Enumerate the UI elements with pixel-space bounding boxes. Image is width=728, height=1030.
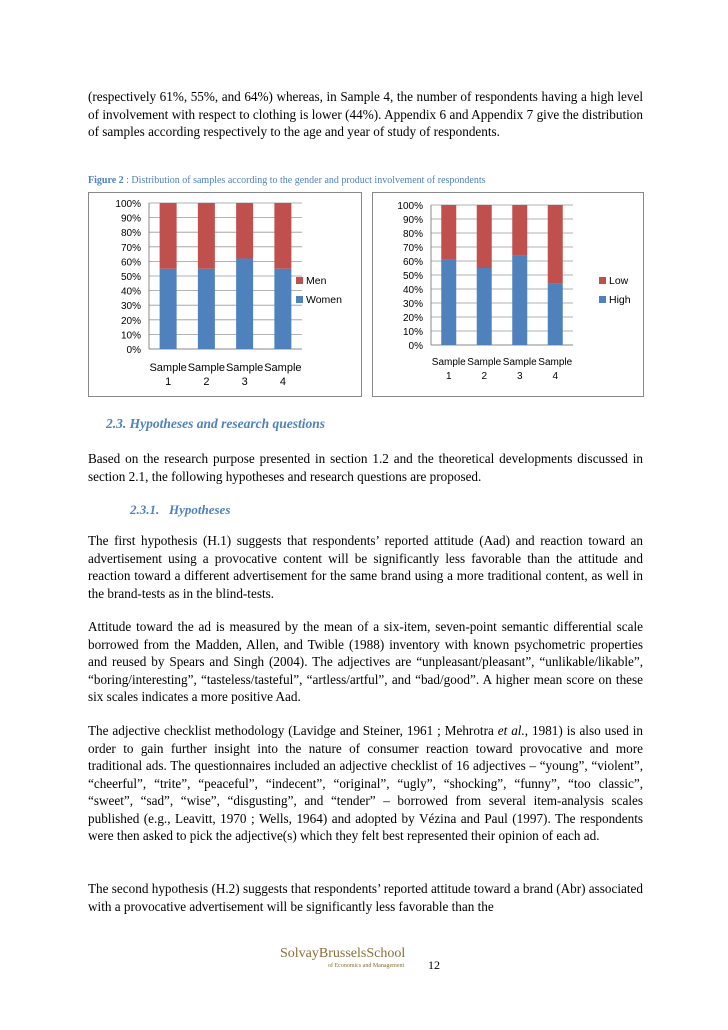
bar-low-2 [477, 205, 492, 268]
x-tick-label: Sample [467, 357, 502, 368]
paragraph-adjective-text-a: The adjective checklist methodology (Lavidge and Steiner, 1961 ; Mehrotra [88, 723, 498, 738]
y-tick-label: 80% [402, 229, 423, 240]
legend-swatch-men [296, 277, 303, 284]
section-heading-2-3: 2.3. Hypotheses and research questions [106, 416, 326, 431]
bar-low-3 [512, 205, 527, 255]
legend-swatch-women [296, 296, 303, 303]
legend-label-men: Men [306, 275, 327, 287]
x-tick-label: 4 [279, 376, 286, 388]
bar-men-1 [160, 203, 177, 269]
x-tick-label: 4 [552, 371, 559, 382]
bar-high-3 [512, 255, 527, 345]
bar-high-1 [441, 260, 456, 345]
y-tick-label: 70% [120, 242, 141, 254]
paragraph-aad-measure: Attitude toward the ad is measured by the mean of a six-item, seven-point semantic differential scale borrowed from the Madden, Allen, and Twible (1988) inventory with known psychometric properties and reused by Spears and Singh (2004). The adjectives are “unpleasant/pleasant”, “unlikable/likable”, “boring/interesting”, “tasteless/tasteful”, “artless/artful”, and “bad/good”. A higher mean score on these six scales indicates a more positive Aad. [88, 619, 643, 704]
y-tick-label: 10% [402, 327, 423, 338]
y-tick-label: 50% [402, 271, 423, 282]
y-tick-label: 20% [120, 315, 141, 327]
x-tick-label: Sample [264, 362, 302, 374]
x-tick-label: Sample [225, 362, 264, 374]
bar-high-4 [548, 283, 563, 345]
bar-women-2 [198, 269, 215, 349]
x-tick-label: 3 [516, 371, 523, 382]
x-tick-label: Sample [502, 357, 537, 368]
x-tick-label: Sample [187, 362, 226, 374]
x-tick-label: Sample [431, 357, 466, 368]
chart-gender [88, 192, 362, 397]
x-tick-label: Sample [538, 357, 573, 368]
paragraph-hypothesis-2: The second hypothesis (H.2) suggests that respondents’ reported attitude toward a brand (Abr) associated with a provocative advertisement will be significantly less favorable than the [88, 881, 643, 914]
bar-women-1 [160, 269, 177, 349]
figure-label: Figure 2 [88, 175, 124, 186]
y-tick-label: 100% [115, 199, 141, 210]
y-tick-label: 50% [120, 272, 141, 283]
y-tick-label: 0% [408, 341, 423, 352]
y-tick-label: 30% [120, 301, 141, 313]
y-tick-label: 90% [120, 213, 141, 225]
bar-women-3 [236, 258, 253, 349]
y-tick-label: 70% [402, 243, 423, 254]
section-heading-2-3-1: 2.3.1. Hypotheses [130, 502, 231, 517]
et-al: et al. [497, 723, 525, 738]
figure-caption-text: : Distribution of samples according to the gender and product involvement of respondents [123, 175, 486, 186]
x-tick-label: 2 [481, 371, 488, 382]
bar-high-2 [477, 268, 492, 345]
chart-gender-svg [89, 193, 361, 396]
paragraph-purpose: Based on the research purpose presented in section 1.2 and the theoretical developments discussed in section 2.1, the following hypotheses and research questions are proposed. [88, 451, 643, 484]
y-tick-label: 20% [402, 313, 423, 324]
legend-label-women: Women [306, 294, 342, 306]
y-tick-label: 100% [397, 201, 423, 212]
paragraph-adjective-text-b: , 1981) is also used in order to gain further insight into the nature of consumer reaction toward provocative and more traditional ads. The questionnaires included an adjective checklist of 16 adjectives – “young”, “violent”, “cheerful”, “trite”, “peaceful”, “indecent”, “original”, “ugly”, “shocking”, “funny”, “too classic”, “sweet”, “sad”, “wise”, “disgusting”, and “tender” – borrowed from several item-analysis scales published (e.g., Leavitt, 1970 ; Wells, 1964) and adopted by Vézina and Paul (1997). The respondents were then asked to pick the adjective(s) which they felt best represented their opinion of each ad. [88, 723, 643, 843]
logo-text: SolvayBrusselsSchool [280, 946, 406, 961]
legend-swatch-high [599, 296, 606, 303]
y-tick-label: 90% [402, 215, 423, 226]
bar-men-3 [236, 203, 253, 258]
y-tick-label: 10% [120, 330, 141, 342]
chart-involvement [372, 192, 644, 397]
page-number: 12 [428, 958, 440, 972]
y-tick-label: 40% [402, 285, 423, 296]
x-tick-label: 1 [445, 371, 452, 382]
bar-men-4 [274, 203, 291, 269]
legend-label-low: Low [609, 275, 629, 287]
figure-caption [88, 175, 486, 186]
x-tick-label: 1 [165, 376, 172, 388]
paragraph-hypothesis-1: The first hypothesis (H.1) suggests that respondents’ reported attitude (Aad) and reaction toward an advertisement using a provocative content will be significantly less favorable than the attitude and reaction toward a different advertisement for the same brand using a more traditional content, as well in the brand-tests as in the blind-tests. [88, 533, 643, 601]
chart-involvement-svg [373, 193, 643, 396]
y-tick-label: 80% [120, 228, 141, 240]
bar-men-2 [198, 203, 215, 269]
legend-swatch-low [599, 277, 606, 284]
y-tick-label: 30% [402, 299, 423, 310]
logo-subtext: of Economics and Management [328, 963, 405, 969]
paragraph-intro: (respectively 61%, 55%, and 64%) whereas, in Sample 4, the number of respondents having a high level of involvement with respect to clothing is lower (44%). Appendix 6 and Appendix 7 give the distribution of samples according respectively to the age and year of study of respondents. [88, 89, 643, 139]
x-tick-label: 3 [241, 376, 248, 388]
y-tick-label: 60% [402, 257, 423, 268]
bar-low-4 [548, 205, 563, 283]
x-tick-label: 2 [203, 376, 210, 388]
x-tick-label: Sample [149, 362, 187, 374]
legend-label-high: High [609, 294, 631, 306]
bar-women-4 [274, 269, 291, 349]
y-tick-label: 0% [126, 345, 141, 356]
y-tick-label: 40% [120, 286, 141, 298]
paragraph-adjective-checklist [88, 722, 643, 845]
y-tick-label: 60% [120, 257, 141, 269]
bar-low-1 [441, 205, 456, 260]
